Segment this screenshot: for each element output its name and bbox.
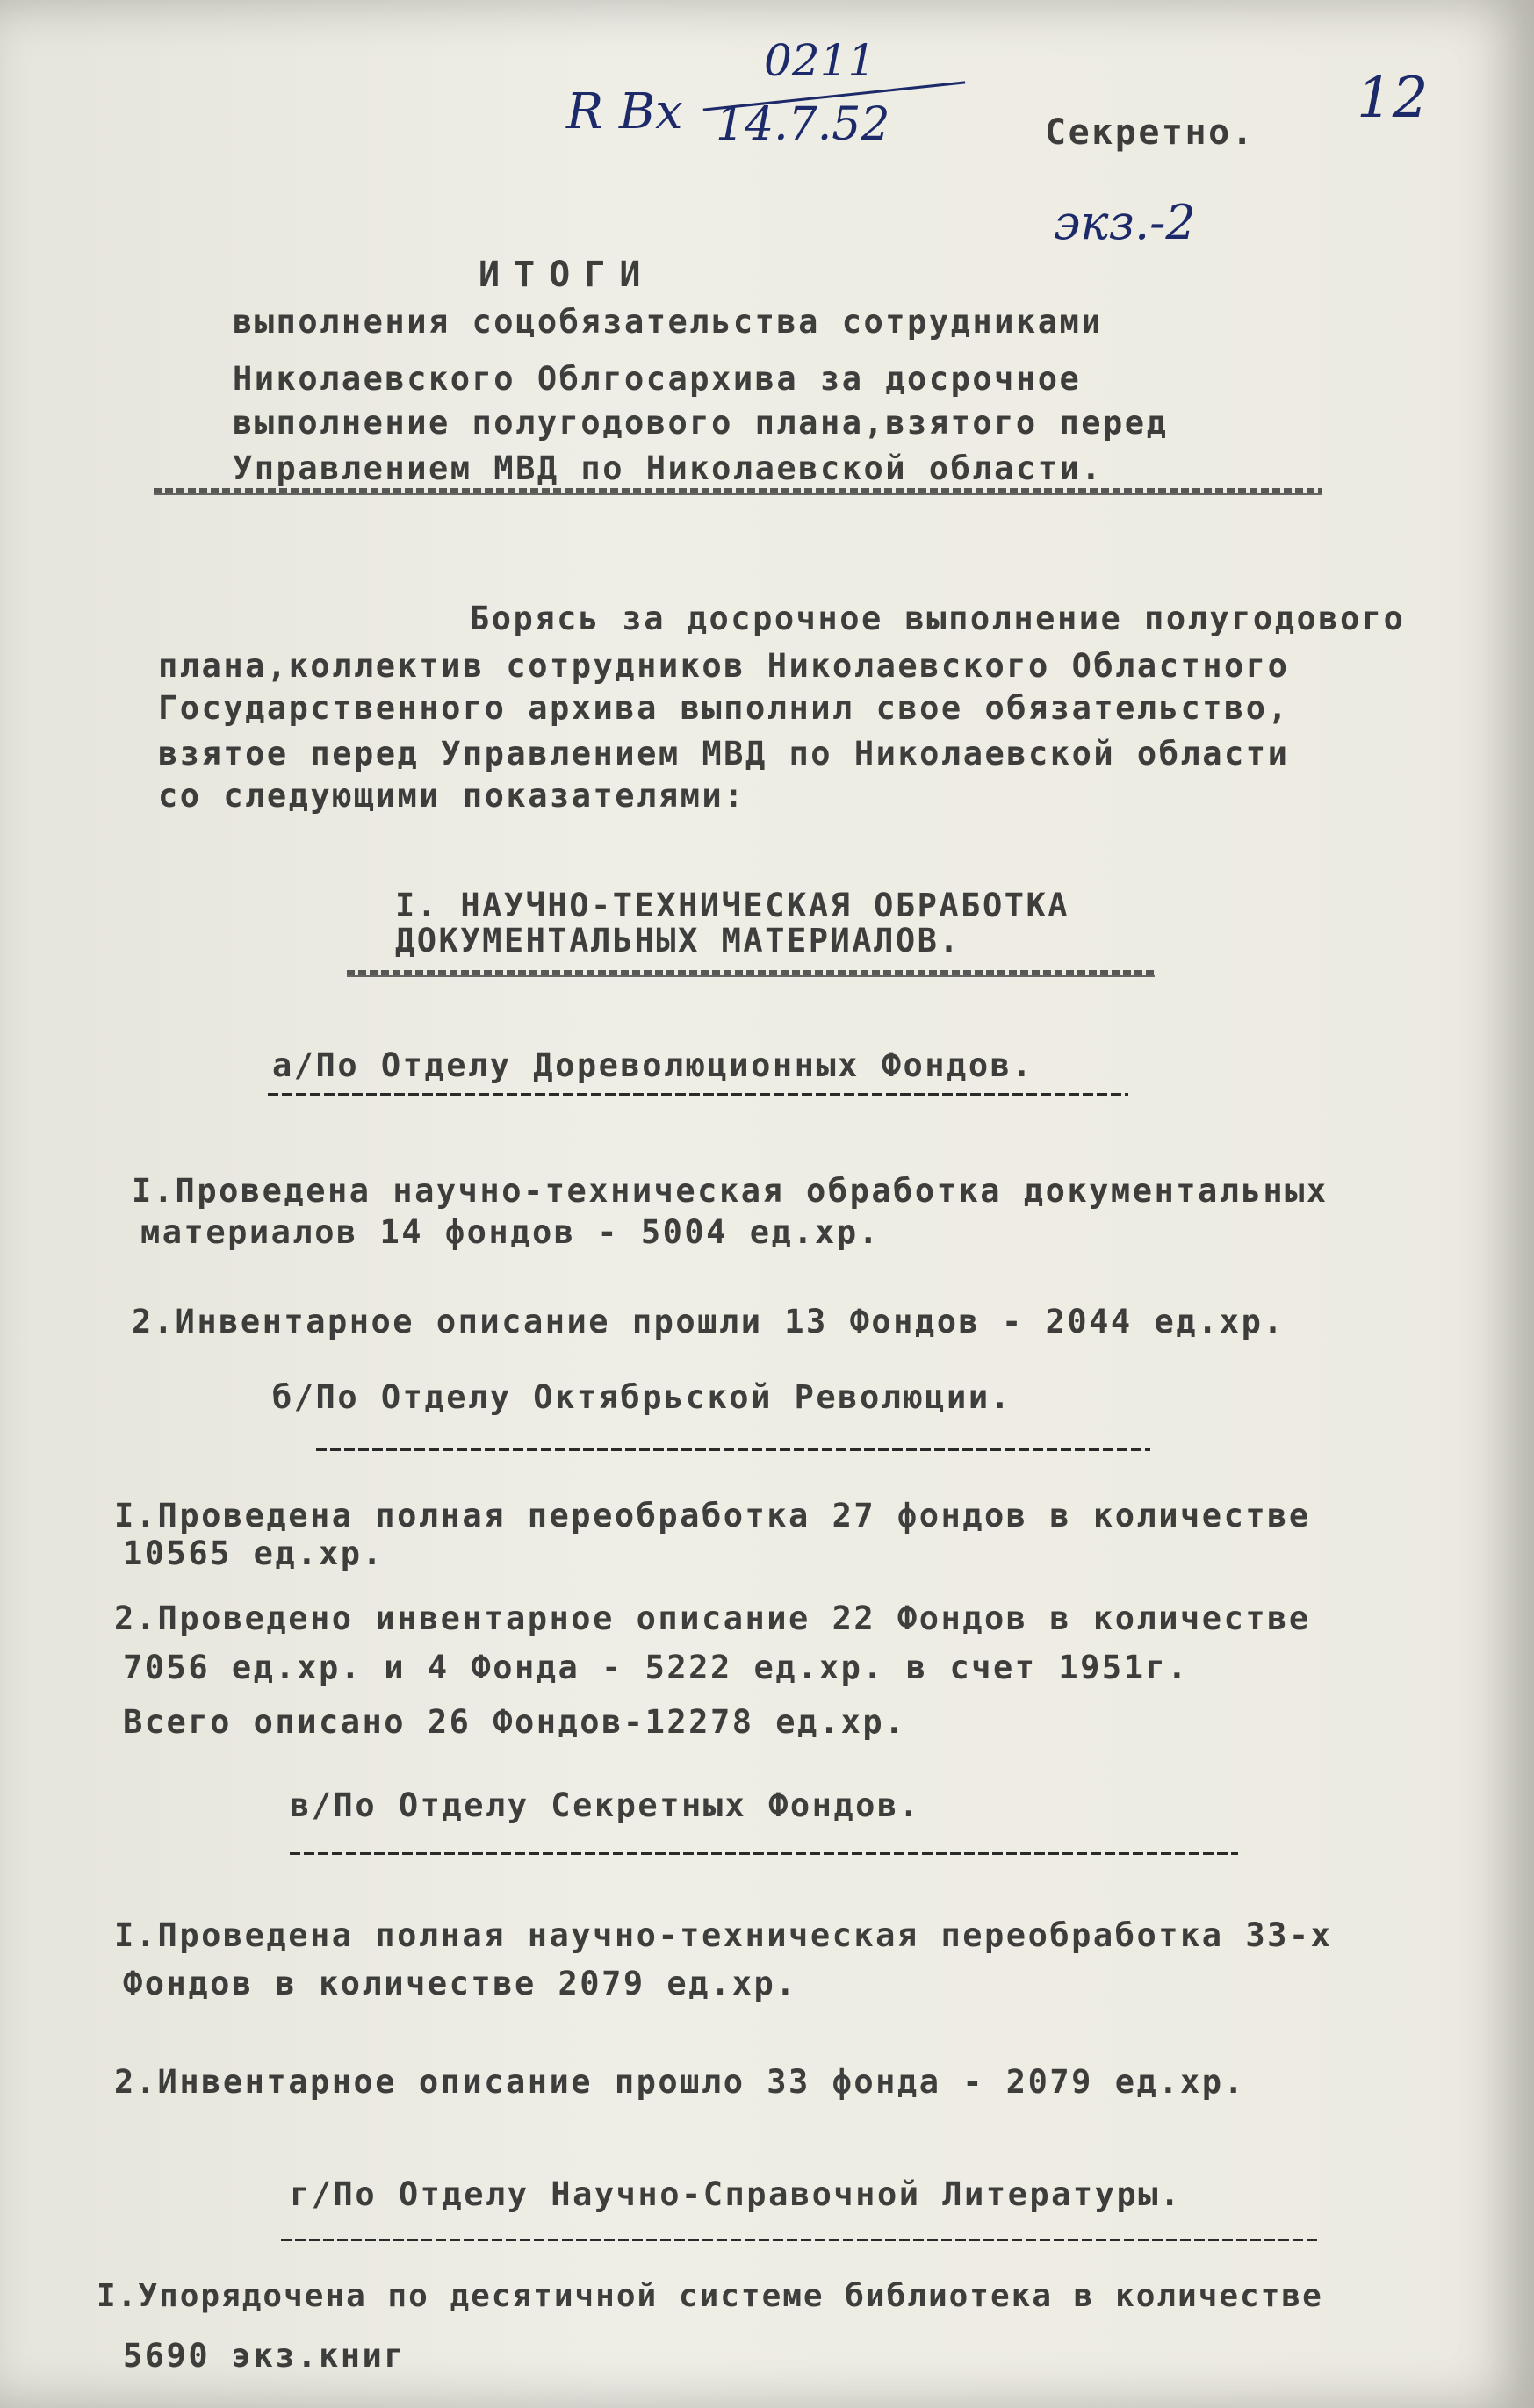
title-underline: [154, 488, 1322, 495]
title-line-2: Николаевского Облгосархива за досрочное: [233, 360, 1082, 398]
title-line-3: выполнение полугодового плана,взятого перед: [233, 404, 1169, 442]
section-underline: [347, 970, 1155, 977]
registration-number: 0211: [764, 35, 876, 86]
intro-line-3: Государственного архива выполнил свое обязательство,: [158, 689, 1290, 727]
item-g1-line-1: I.Упорядочена по десятичной системе библиотека в количестве: [97, 2278, 1323, 2314]
subsection-b-underline: [316, 1448, 1150, 1451]
subsection-v-heading: в/По Отделу Секретных Фондов.: [290, 1786, 921, 1824]
item-g1-line-2: 5690 экз.книг: [123, 2337, 407, 2375]
intro-line-4: взятое перед Управлением МВД по Николаевской области: [158, 735, 1290, 773]
intro-line-1: Борясь за досрочное выполнение полугодового: [470, 600, 1406, 637]
item-a2-line-1: 2.Инвентарное описание прошли 13 Фондов - 2044 ед.хр.: [132, 1303, 1286, 1341]
title-line-1: выполнения соцобязательства сотрудниками: [233, 303, 1104, 341]
subsection-b-heading: б/По Отделу Октябрьской Революции.: [272, 1378, 1012, 1416]
title-line-4: Управлением МВД по Николаевской области.: [233, 449, 1104, 487]
item-b2-line-1: 2.Проведено инвентарное описание 22 Фондов в количестве: [114, 1599, 1311, 1637]
section-heading-line-1: I. НАУЧНО-ТЕХНИЧЕСКАЯ ОБРАБОТКА: [395, 887, 1070, 924]
subsection-v-underline: [290, 1852, 1238, 1855]
subsection-a-heading: а/По Отделу Дореволюционных Фондов.: [272, 1046, 1034, 1084]
subsection-a-underline: [268, 1093, 1128, 1096]
intro-line-2: плана,коллектив сотрудников Николаевского Областного: [158, 647, 1290, 685]
item-a1-line-1: I.Проведена научно-техническая обработка документальных: [132, 1172, 1329, 1210]
section-heading-line-2: ДОКУМЕНТАЛЬНЫХ МАТЕРИАЛОВ.: [395, 922, 961, 960]
subsection-g-underline: [281, 2239, 1317, 2241]
registration-date: 14.7.52: [716, 98, 890, 151]
copy-mark: экз.-2: [1054, 195, 1196, 250]
item-b1-line-1: I.Проведена полная переобработка 27 фондов в количестве: [114, 1497, 1311, 1535]
item-b2-line-3: Всего описано 26 Фондов-12278 ед.хр.: [123, 1703, 906, 1741]
item-v2-line-1: 2.Инвентарное описание прошло 33 фонда - 2079 ед.хр.: [114, 2063, 1246, 2101]
item-a1-line-2: материалов 14 фондов - 5004 ед.хр.: [140, 1213, 881, 1251]
document-heading: ИТОГИ: [479, 255, 655, 295]
item-v1-line-1: I.Проведена полная научно-техническая переобработка 33-х: [114, 1916, 1333, 1954]
registration-prefix: R Вх: [566, 83, 683, 140]
item-b1-line-2: 10565 ед.хр.: [123, 1535, 385, 1572]
intro-line-5: со следующими показателями:: [158, 777, 745, 815]
subsection-g-heading: г/По Отделу Научно-Справочной Литературы.: [290, 2175, 1182, 2213]
page-number: 12: [1357, 66, 1429, 131]
classification-stamp: Секретно.: [1045, 112, 1256, 153]
item-b2-line-2: 7056 ед.хр. и 4 Фонда - 5222 ед.хр. в счет 1951г.: [123, 1649, 1190, 1686]
item-v1-line-2: Фондов в количестве 2079 ед.хр.: [123, 1965, 798, 2002]
